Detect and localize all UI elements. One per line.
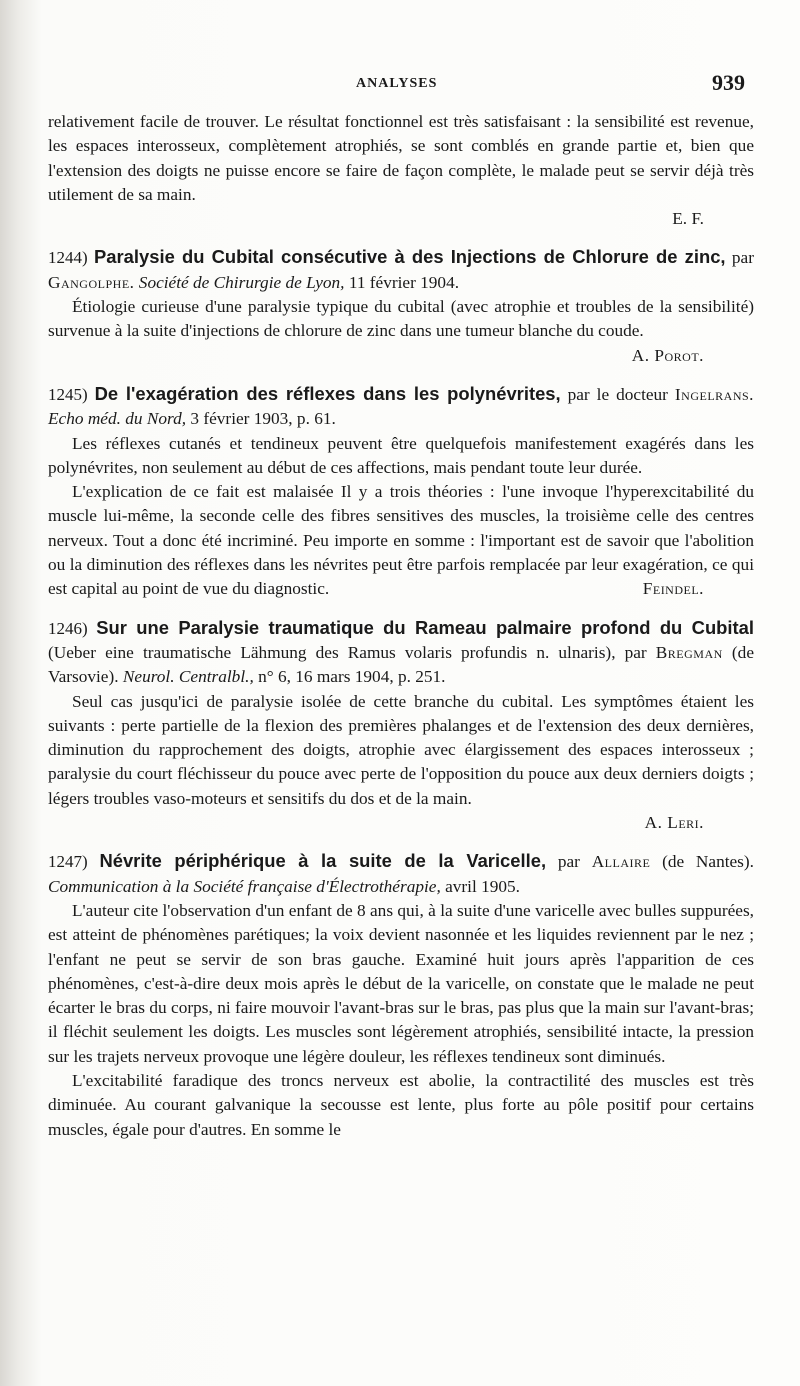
article-1247 — [48, 849, 754, 1142]
source: Communication à la Société française d'Électrothérapie, — [48, 876, 441, 896]
article-heading — [48, 245, 754, 295]
source: Société de Chirurgie de Lyon, — [138, 272, 345, 292]
article-title: Sur une Paralysie traumatique du Rameau palmaire profond du Cubital — [96, 616, 754, 638]
date: 11 février 1904. — [348, 272, 460, 292]
article-1245 — [48, 382, 754, 602]
affiliation: (de Nantes). — [662, 852, 754, 872]
date: avril 1905. — [445, 876, 520, 896]
main-text — [48, 110, 754, 1142]
article-paragraph: L'auteur cite l'observation d'un enfant de 8 ans qui, à la suite d'une varicelle avec bulles suppurées, est atteint de phénomènes parétiques; la voix devient nasonnée et les liquides reviennent par le nez ; l'enfant ne peut se servir de son bras gauche. Examiné huit jours après l'apparition de ces phénomènes, c'est-à-dire deux mois après le début de la varicelle, on constate que le malade ne peut écarter le bras du corps, ni faire mouvoir l'avant-bras sur le bras, pas plus que la main sur l'avant-bras; il fléchit seulement les doigts. Les muscles sont légèrement atrophiés, sensibilité intacte, la pression sur les trajets nerveux provoque une légère douleur, les réflexes tendineux sont diminués. — [48, 900, 754, 1066]
article-number: 1247) — [48, 852, 88, 872]
date: n° 6, 16 mars 1904, p. 251. — [258, 667, 446, 687]
article-number: 1246) — [48, 618, 88, 638]
article-paragraph: Les réflexes cutanés et tendineux peuvent être quelquefois manifestement exagérés dans les polynévrites, non seulement au début de ces affections, mais pendant toute leur durée. — [48, 433, 754, 477]
author: Ingelrans. — [674, 384, 754, 404]
article-1246 — [48, 616, 754, 836]
article-paragraph: L'explication de ce fait est malaisée Il y a trois théories : l'une invoque l'hyperexcitabilité du muscle lui-même, la seconde celle des fibres sensitives des muscles, la troisième celle des centres nerveux. Tout a donc été incriminé. Peu importe en somme : l'important est de savoir que l'abolition ou la diminution des réflexes dans les névrites peut être parfois remplacée par leur exagération, ce qui est capital au point de vue du diagnostic. Feindel. — [48, 480, 754, 601]
article-paragraph: Seul cas jusqu'ici de paralysie isolée de cette branche du cubital. Les symptômes étaient les suivants : perte partielle de la flexion des premières phalanges et de l'extension des deux dernières, diminution du rapprochement des doigts, atrophie avec élargissement des espaces interosseux ; paralysie du court fléchisseur du pouce avec perte de l'opposition du pouce aux deux derniers doigts ; légers troubles vaso-moteurs et sensitifs du dos et de la main. — [48, 691, 754, 808]
source: Neurol. Centralbl., — [122, 667, 254, 687]
article-1244 — [48, 245, 754, 367]
article-paragraph: Étiologie curieuse d'une paralysie typique du cubital (avec atrophie et troubles de la sensibilité) survenue à la suite d'injections de chlorure de zinc dans une tumeur blanche du coude. A. Porot. — [48, 295, 754, 344]
affiliation: (de Varsovie). — [48, 642, 754, 687]
byline-prefix: par — [557, 852, 580, 872]
signature: A. Porot. — [631, 345, 704, 365]
article-number: 1244) — [48, 248, 88, 268]
continuation-paragraph: relativement facile de trouver. Le résultat fonctionnel est très satisfaisant : la sensibilité est revenue, les espaces interosseux, complètement atrophiés, se sont comblés en grande partie et, bien que l'extension des doigts ne puisse encore se faire de façon complète, le malade peut se servir déjà très utilement de sa main. — [48, 112, 754, 204]
source: Echo méd. du Nord, — [48, 409, 187, 429]
page-header — [0, 70, 800, 100]
article-heading — [48, 382, 754, 432]
article-subtitle: (Ueber eine traumatische Lähmung des Ramus volaris profundis n. ulnaris), par — [48, 642, 647, 662]
author: Bregman — [655, 642, 723, 662]
article-paragraph: L'excitabilité faradique des troncs nerveux est abolie, la contractilité des muscles est très diminuée. Au courant galvanique la secousse est lente, plus forte au pôle positif pour certains muscles, égale pour d'autres. En somme le — [48, 1070, 754, 1139]
article-title: Paralysie du Cubital consécutive à des Injections de Chlorure de zinc, — [94, 246, 726, 268]
byline-prefix: par le docteur — [567, 384, 668, 404]
author: Allaire — [591, 852, 651, 872]
article-heading — [48, 616, 754, 690]
article-heading — [48, 849, 754, 899]
article-title: Névrite périphérique à la suite de la Varicelle, — [99, 850, 547, 872]
signature: Feindel. — [642, 579, 704, 599]
date: 3 février 1903, p. 61. — [190, 409, 336, 429]
byline-prefix: par — [731, 248, 754, 268]
signature: A. Leri. — [644, 813, 704, 833]
author: Gangolphe. — [48, 272, 135, 292]
signature: E. F. — [672, 209, 704, 229]
article-title: De l'exagération des réflexes dans les polynévrites, — [94, 382, 561, 404]
article-number: 1245) — [48, 384, 88, 404]
running-head: ANALYSES — [356, 76, 438, 91]
page-number: 939 — [712, 70, 745, 95]
